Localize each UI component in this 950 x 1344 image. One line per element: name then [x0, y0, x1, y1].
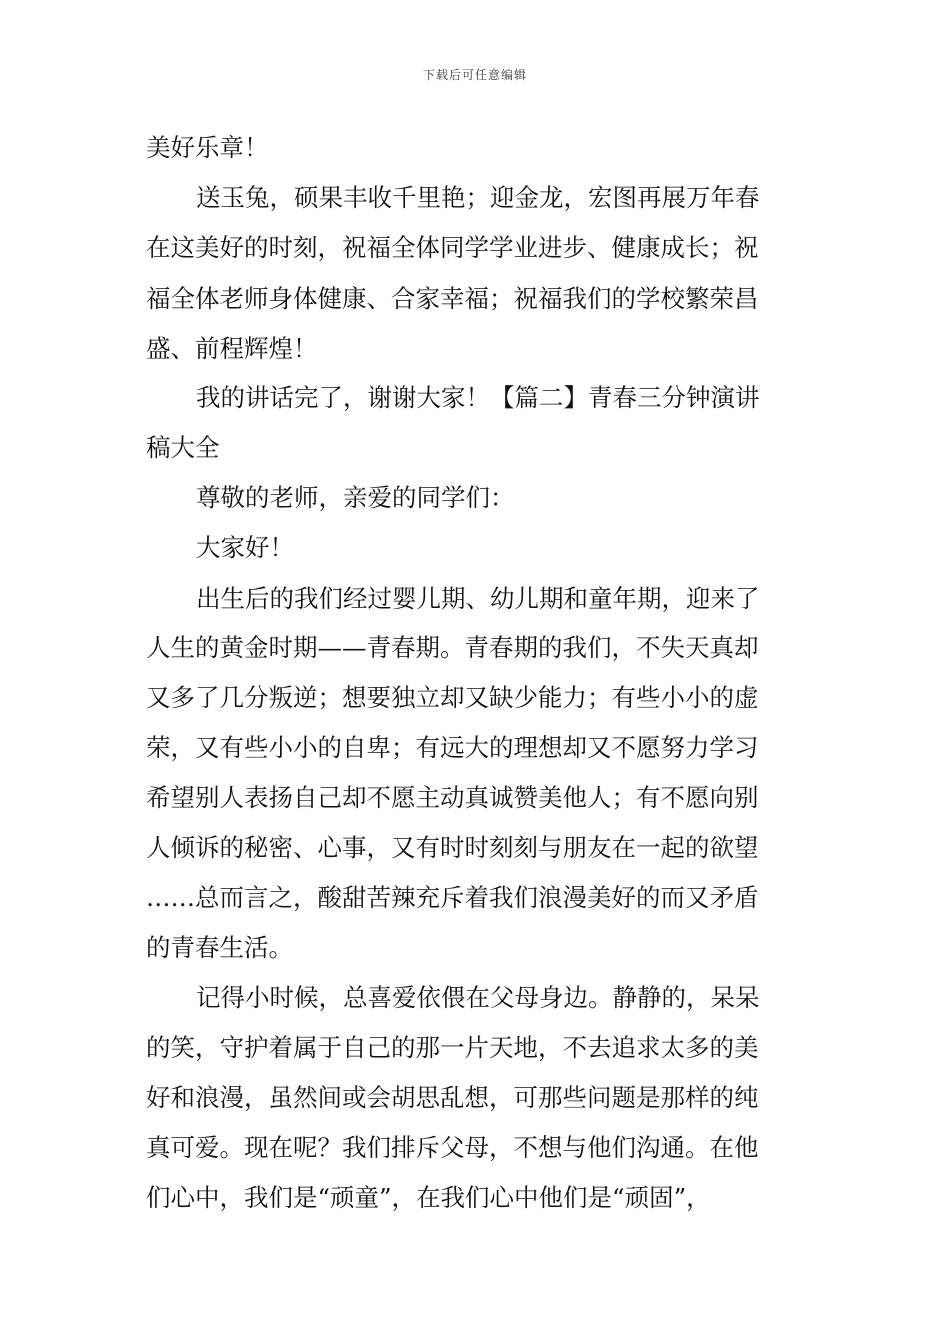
text-line-18: 记得小时候，总喜爱依偎在父母身边。静静的，呆呆 [196, 983, 760, 1012]
text-line-1: 美好乐章！ [146, 133, 269, 162]
text-line-8: 尊敬的老师，亲爱的同学们： [196, 483, 515, 512]
text-line-14: 希望别人表扬自己却不愿主动真诚赞美他人；有不愿向别 [146, 783, 759, 812]
text-line-10: 出生后的我们经过婴儿期、幼儿期和童年期，迎来了 [196, 584, 760, 613]
text-line-12: 又多了几分叛逆；想要独立却又缺少能力；有些小小的虚 [146, 683, 759, 712]
text-line-7: 稿大全 [146, 433, 220, 462]
text-line-9: 大家好！ [196, 533, 294, 562]
page-header: 下载后可任意编辑 [422, 68, 527, 82]
text-line-4: 福全体老师身体健康、合家幸福；祝福我们的学校繁荣昌 [146, 284, 759, 313]
text-line-19: 的笑，守护着属于自己的那一片天地，不去追求太多的美 [146, 1033, 759, 1062]
text-line-20: 好和浪漫，虽然间或会胡思乱想，可那些问题是那样的纯 [146, 1083, 759, 1112]
text-line-17: 的青春生活。 [146, 933, 293, 962]
text-line-21: 真可爱。现在呢？我们排斥父母，不想与他们沟通。在他 [146, 1133, 759, 1162]
text-line-3: 在这美好的时刻，祝福全体同学学业进步、健康成长；祝 [146, 233, 759, 262]
text-line-5: 盛、前程辉煌！ [146, 334, 318, 363]
text-line-15: 人倾诉的秘密、心事，又有时时刻刻与朋友在一起的欲望 [146, 833, 759, 862]
text-line-13: 荣，又有些小小的自卑；有远大的理想却又不愿努力学习 [146, 733, 759, 762]
text-line-11: 人生的黄金时期——青春期。青春期的我们，不失天真却 [146, 633, 759, 662]
text-line-16: ……总而言之，酸甜苦辣充斥着我们浪漫美好的而又矛盾 [146, 883, 759, 912]
text-line-2: 送玉兔，硕果丰收千里艳；迎金龙，宏图再展万年春 [196, 183, 760, 212]
text-line-6: 我的讲话完了，谢谢大家！【篇二】青春三分钟演讲 [196, 383, 760, 412]
text-line-22: 们心中，我们是“顽童”，在我们心中他们是“顽固”， [146, 1183, 711, 1212]
